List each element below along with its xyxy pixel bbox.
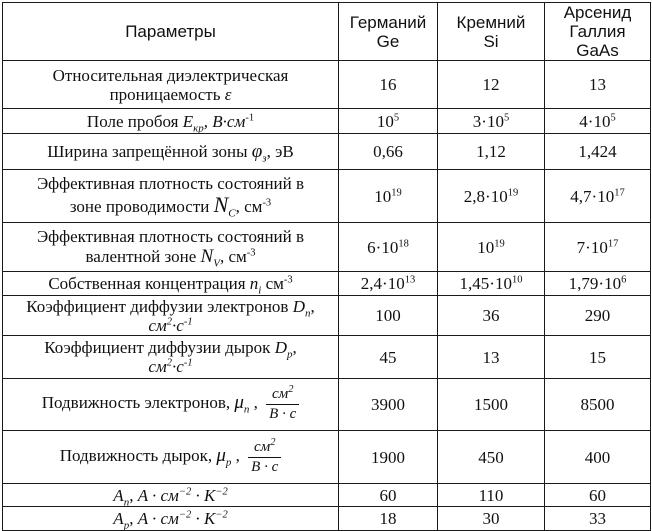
value-si: 13 [438, 336, 545, 379]
value-ge: 45 [339, 336, 438, 379]
value-gaas: $7\cdot 10^{17}$ [545, 223, 651, 272]
param-name: Эффективная плотность состояний в валентной зоне $N_V$, $см^{-3}$ [3, 223, 339, 272]
value-ge: $2,4\cdot 10^{13}$ [339, 272, 438, 296]
param-name: Относительная диэлектрическая проницаемость ε [3, 61, 339, 109]
param-name: Подвижность электронов, $\mu_n$ , $\frac{см^2}{В \cdot с}$ [3, 379, 339, 431]
value-ge: 3900 [339, 379, 438, 431]
unit-fraction: $\frac{см^2}{В \cdot с}$ [248, 439, 281, 476]
value-gaas: 13 [545, 61, 651, 109]
param-name: Подвижность дырок, $\mu_p$ , $\frac{см^2}{В \cdot с}$ [3, 431, 339, 484]
value-si: 1,12 [438, 134, 545, 170]
table-row [3, 134, 651, 170]
value-si: $1,45\cdot 10^{10}$ [438, 272, 545, 296]
header-parameters: Параметры [3, 3, 339, 61]
table-row [3, 379, 651, 431]
value-si: 36 [438, 296, 545, 336]
table-row [3, 431, 651, 484]
value-gaas: 290 [545, 296, 651, 336]
header-germanium: Германий Ge [339, 3, 438, 61]
value-ge: $10^5$ [339, 109, 438, 134]
value-ge: 18 [339, 507, 438, 531]
header-gaas: Арсенид Галлия GaAs [545, 3, 651, 61]
value-si: 450 [438, 431, 545, 484]
table-row [3, 223, 651, 272]
table-row [3, 61, 651, 109]
value-si: $3\cdot 10^5$ [438, 109, 545, 134]
param-name: Ширина запрещённой зоны $\varphi_з$, эВ [3, 134, 339, 170]
value-gaas: $4,7\cdot 10^{17}$ [545, 170, 651, 223]
value-si: 30 [438, 507, 545, 531]
value-gaas: 8500 [545, 379, 651, 431]
param-name: Коэффициент диффузии дырок $D_p$, $см^2\cdot с^{-1}$ [3, 336, 339, 379]
value-gaas: 15 [545, 336, 651, 379]
value-ge: 100 [339, 296, 438, 336]
table-row [3, 109, 651, 134]
value-ge: 0,66 [339, 134, 438, 170]
param-name: $A_p$, $A \cdot см^{-2} \cdot K^{-2}$ [3, 507, 339, 531]
value-ge: $6\cdot 10^{18}$ [339, 223, 438, 272]
table-row [3, 296, 651, 336]
value-ge: 1900 [339, 431, 438, 484]
parameters-table [2, 2, 651, 531]
value-gaas: $4\cdot 10^5$ [545, 109, 651, 134]
param-name: Эффективная плотность состояний в зоне проводимости $N_C$, $см^{-3}$ [3, 170, 339, 223]
value-si: $2,8\cdot 10^{19}$ [438, 170, 545, 223]
param-name: Собственная концентрация $n_i$ $см^{-3}$ [3, 272, 339, 296]
value-ge: $10^{19}$ [339, 170, 438, 223]
value-si: 1500 [438, 379, 545, 431]
unit-fraction: $\frac{см^2}{В \cdot с}$ [266, 386, 299, 423]
value-gaas: 33 [545, 507, 651, 531]
value-si: $10^{19}$ [438, 223, 545, 272]
value-gaas: 1,424 [545, 134, 651, 170]
table-row [3, 507, 651, 531]
value-si: 110 [438, 484, 545, 507]
param-name: Коэффициент диффузии электронов $D_n$, $см^2\cdot с^{-1}$ [3, 296, 339, 336]
value-si: 12 [438, 61, 545, 109]
table-header-row [3, 3, 651, 61]
value-ge: 60 [339, 484, 438, 507]
value-gaas: 400 [545, 431, 651, 484]
table-row [3, 336, 651, 379]
header-silicon: Кремний Si [438, 3, 545, 61]
param-name: $A_n$, $A \cdot см^{-2} \cdot K^{-2}$ [3, 484, 339, 507]
table-row [3, 272, 651, 296]
table-row [3, 484, 651, 507]
value-ge: 16 [339, 61, 438, 109]
value-gaas: 60 [545, 484, 651, 507]
table-row [3, 170, 651, 223]
param-name: Поле пробоя $E_{кр}$, $В\cdot см^{-1}$ [3, 109, 339, 134]
value-gaas: $1,79\cdot 10^6$ [545, 272, 651, 296]
